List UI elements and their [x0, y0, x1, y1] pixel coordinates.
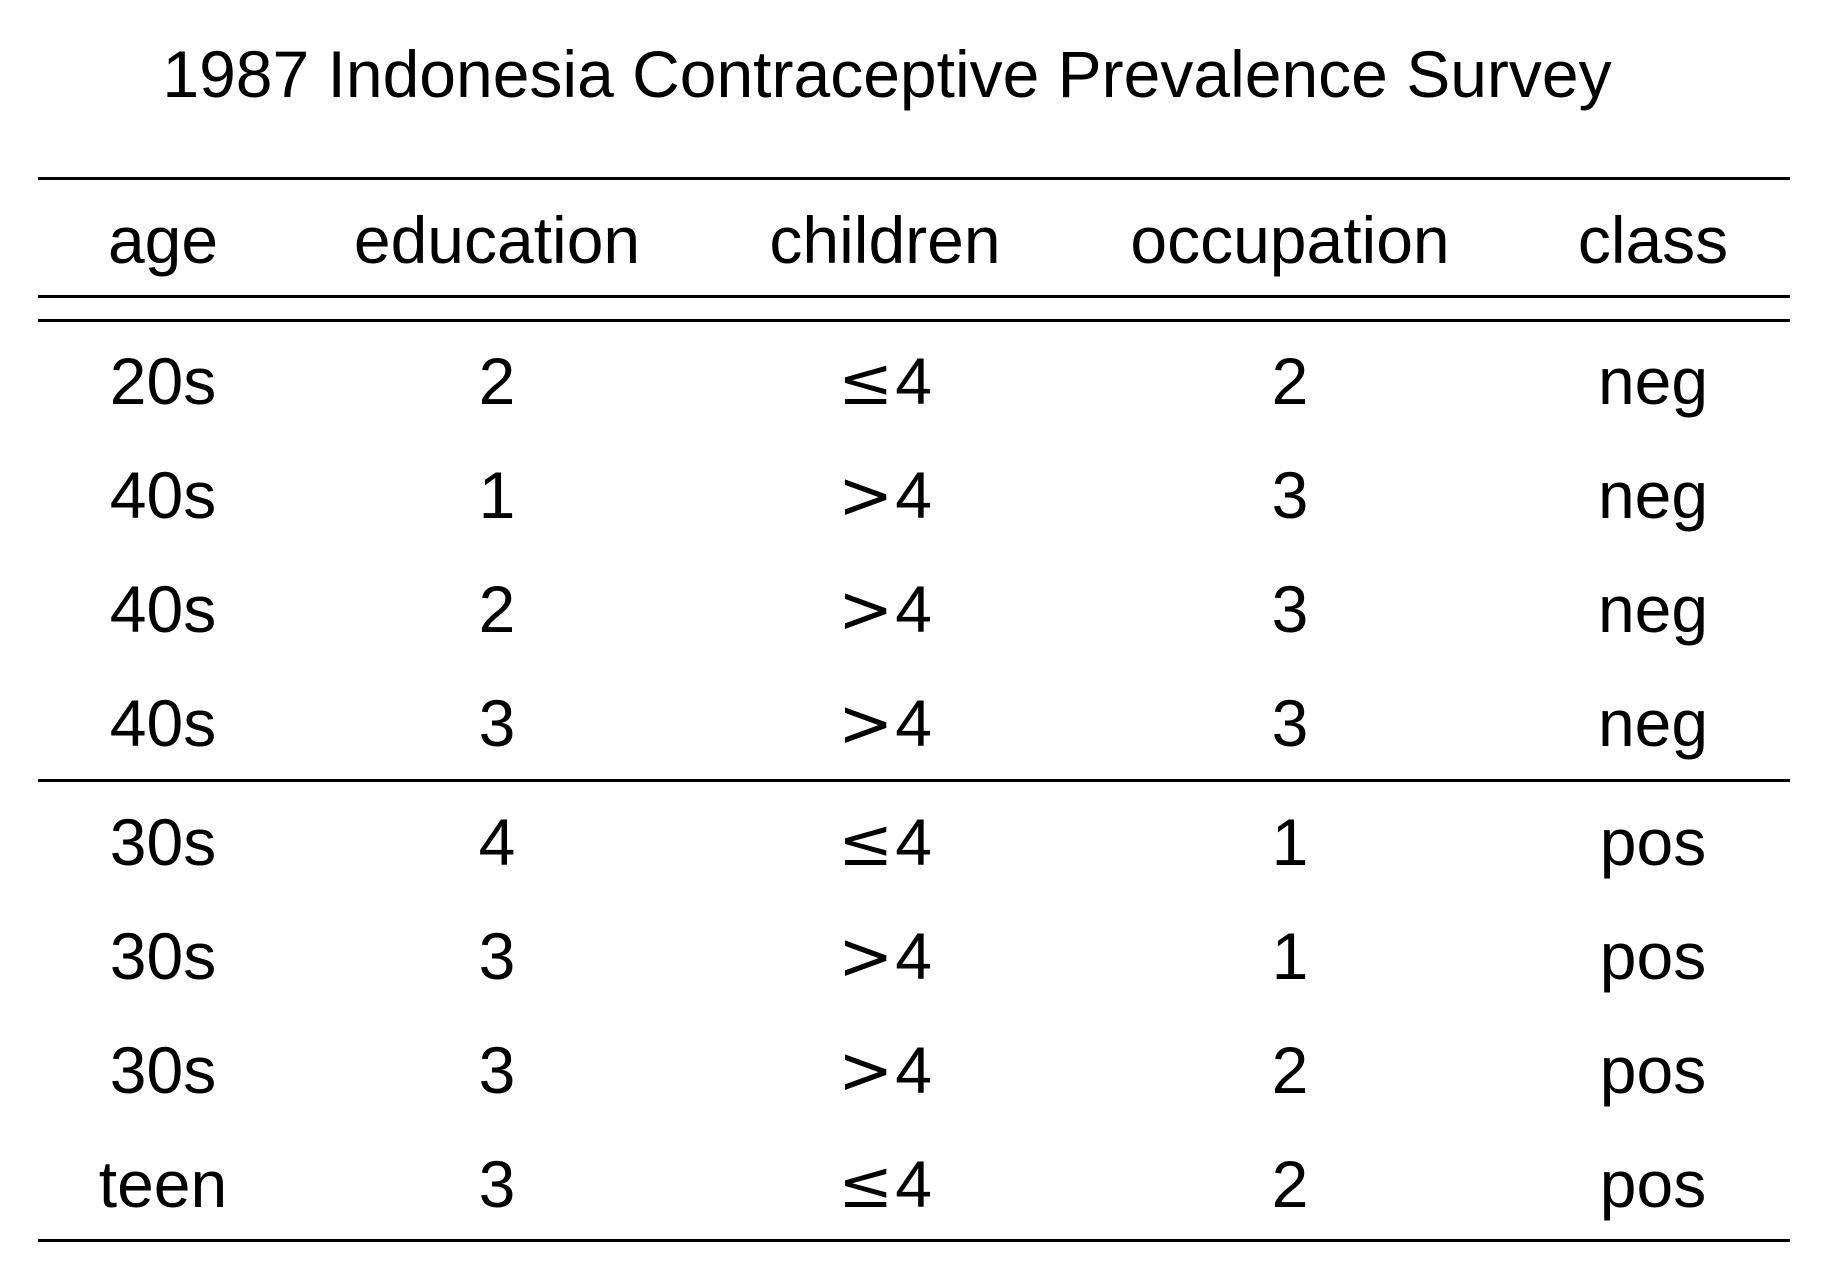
table-row [0, 1134, 1824, 1234]
cell-age: teen [98, 1147, 228, 1221]
children-operator: > [837, 1032, 894, 1109]
cell-education: 3 [478, 1147, 516, 1221]
children-operator: ≤ [837, 343, 894, 420]
children-value: 4 [895, 686, 933, 760]
cell-age: 20s [109, 344, 217, 418]
cell-occupation: 3 [1271, 458, 1309, 532]
table-title-text: 1987 Indonesia Contraceptive Prevalence Survey [162, 37, 1612, 111]
children-operator: > [837, 685, 894, 762]
children-value: 4 [895, 1147, 933, 1221]
header-row [0, 190, 1824, 290]
table-row [0, 906, 1824, 1006]
table-row [0, 1020, 1824, 1120]
cell-occupation: 3 [1271, 686, 1309, 760]
table-row [0, 673, 1824, 773]
cell-children [685, 673, 1085, 773]
cell-children [685, 331, 1085, 431]
cell-age: 30s [109, 1033, 217, 1107]
cell-occupation: 2 [1271, 1147, 1309, 1221]
header-rule-lower [38, 319, 1790, 322]
cell-education: 1 [478, 458, 516, 532]
cell-class: neg [1597, 344, 1709, 418]
header-rule-upper [38, 295, 1790, 298]
children-operator: ≤ [837, 804, 894, 881]
bottom-rule [38, 1239, 1790, 1242]
table-title [0, 34, 1824, 114]
cell-children [685, 1020, 1085, 1120]
cell-education: 3 [478, 919, 516, 993]
children-operator: > [837, 457, 894, 534]
children-value: 4 [895, 805, 933, 879]
cell-class: pos [1599, 919, 1707, 993]
children-operator: > [837, 918, 894, 995]
cell-age: 40s [109, 572, 217, 646]
header-education: education [353, 203, 641, 277]
cell-children [685, 559, 1085, 659]
cell-children [685, 445, 1085, 545]
cell-education: 4 [478, 805, 516, 879]
cell-age: 30s [109, 919, 217, 993]
header-children: children [769, 203, 1001, 277]
cell-class: neg [1597, 686, 1709, 760]
cell-children [685, 1134, 1085, 1234]
cell-class: neg [1597, 458, 1709, 532]
children-operator: > [837, 571, 894, 648]
group-rule [38, 779, 1790, 782]
children-value: 4 [895, 572, 933, 646]
top-rule [38, 177, 1790, 180]
children-value: 4 [895, 344, 933, 418]
cell-age: 40s [109, 458, 217, 532]
cell-education: 2 [478, 572, 516, 646]
children-value: 4 [895, 1033, 933, 1107]
cell-age: 40s [109, 686, 217, 760]
cell-occupation: 2 [1271, 344, 1309, 418]
table-row [0, 559, 1824, 659]
cell-education: 3 [478, 1033, 516, 1107]
table-row [0, 445, 1824, 545]
cell-age: 30s [109, 805, 217, 879]
children-value: 4 [895, 458, 933, 532]
cell-children [685, 906, 1085, 1006]
cell-class: pos [1599, 805, 1707, 879]
header-occupation: occupation [1130, 203, 1450, 277]
cell-occupation: 3 [1271, 572, 1309, 646]
table-row [0, 331, 1824, 431]
cell-occupation: 2 [1271, 1033, 1309, 1107]
cell-occupation: 1 [1271, 919, 1309, 993]
children-operator: ≤ [837, 1146, 894, 1223]
cell-occupation: 1 [1271, 805, 1309, 879]
cell-class: pos [1599, 1147, 1707, 1221]
children-value: 4 [895, 919, 933, 993]
cell-class: neg [1597, 572, 1709, 646]
cell-education: 2 [478, 344, 516, 418]
cell-class: pos [1599, 1033, 1707, 1107]
table-row [0, 792, 1824, 892]
header-age: age [107, 203, 219, 277]
header-class: class [1577, 203, 1729, 277]
cell-children [685, 792, 1085, 892]
cell-education: 3 [478, 686, 516, 760]
